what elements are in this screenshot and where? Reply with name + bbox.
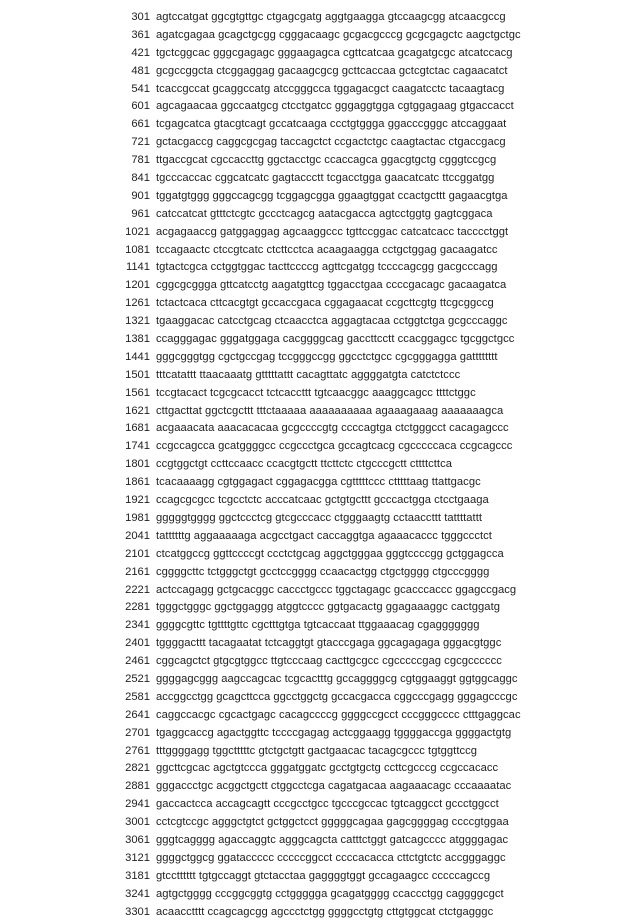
sequence-bases: catccatcat gtttctcgtc gccctcagcg aatacgacca agtcctggtg gagtcggaca [156,206,493,224]
sequence-bases: caggccacgc cgcactgagc cacagccccg ggggccgcct cccgggcccc ctttgaggcac [156,707,521,725]
sequence-row [0,420,640,438]
sequence-row [0,832,640,850]
sequence-position: 2581 [0,689,156,707]
sequence-row [0,188,640,206]
sequence-row [0,9,640,27]
sequence-bases: tgaggcaccg agactggttc tccccgagag actcggaagg tggggaccga ggggactgtg [156,725,511,743]
sequence-row [0,707,640,725]
sequence-row [0,277,640,295]
sequence-row [0,725,640,743]
sequence-row [0,242,640,260]
sequence-position: 481 [0,63,156,81]
sequence-position: 2221 [0,582,156,600]
sequence-position: 1021 [0,224,156,242]
sequence-bases: acgagaaccg gatggaggag agcaaggccc tgttccggac catcatcacc tacccctggt [156,224,508,242]
sequence-row [0,528,640,546]
sequence-row [0,403,640,421]
sequence-row [0,564,640,582]
sequence-bases: cggcagctct gtgcgtggcc ttgtcccaag cacttgcgcc cgcccccgag cgcgcccccc [156,653,502,671]
sequence-bases: actccagagg gctgcacggc caccctgccc tggctagagc gcacccaccc ggagccgacg [156,582,516,600]
sequence-bases: acgaaacata aaacacacaa gcgccccgtg ccccagtga ctctgggcct cacagagccc [156,420,509,438]
sequence-bases: tttggggagg tggctttttc gtctgctgtt gactgaacac tacagcgccc tgtggttccg [156,743,477,761]
sequence-position: 2401 [0,635,156,653]
sequence-row [0,617,640,635]
sequence-position: 2161 [0,564,156,582]
sequence-bases: acaacctttt ccagcagcgg agccctctgg ggggcctgtg cttgtggcat ctctgagggc [156,904,493,921]
sequence-bases: tgtactcgca cctggtggac tacttccccg agttcgatgg tccccagcgg gacgcccagg [156,259,498,277]
sequence-position: 2761 [0,743,156,761]
sequence-position: 841 [0,170,156,188]
sequence-position: 1501 [0,367,156,385]
sequence-row [0,134,640,152]
sequence-position: 961 [0,206,156,224]
sequence-bases: gcgccggcta ctcggaggag gacaagcgcg gcttcaccaa gctcgtctac cagaacatct [156,63,508,81]
sequence-position: 1741 [0,438,156,456]
sequence-position: 1561 [0,385,156,403]
sequence-bases: ggggctggcg ggataccccc cccccggcct ccccacacca cttctgtctc accgggaggc [156,850,506,868]
sequence-position: 301 [0,9,156,27]
sequence-row [0,385,640,403]
sequence-row [0,886,640,904]
sequence-bases: tctactcaca cttcacgtgt gccaccgaca cggagaacat ccgcttcgtg ttcgcggccg [156,295,494,313]
sequence-row [0,438,640,456]
sequence-position: 3121 [0,850,156,868]
sequence-bases: ccgtggctgt ccttccaacc ccacgtgctt ttcttctc ctgcccgctt cttttcttca [156,456,452,474]
sequence-bases: gggggtgggg ggctccctcg gtcgcccacc ctgggaagtg cctaaccttt tattttattt [156,510,482,528]
sequence-bases: cggggcttc tctgggctgt gcctccgggg ccaacactgg ctgctgggg ctgcccgggg [156,564,489,582]
sequence-bases: ggggcgttc tgttttgttc cgctttgtga tgtcaccaat ttggaaacag cgaggggggg [156,617,480,635]
sequence-row [0,599,640,617]
sequence-position: 2281 [0,599,156,617]
sequence-bases: tgggctgggc ggctggaggg atggtcccc ggtgacactg ggagaaaggc cactggatg [156,599,500,617]
sequence-position: 1921 [0,492,156,510]
sequence-bases: tggggacttt tacagaatat tctcaggtgt gtacccgaga ggcagagaga gggacgtggc [156,635,501,653]
sequence-bases: tttcatattt ttaacaaatg gtttttattt cacagttatc aggggatgta catctctccc [156,367,460,385]
sequence-bases: agtgctgggg cccggcggtg cctggggga gcagatgggg ccaccctgg caggggcgct [156,886,504,904]
sequence-row [0,170,640,188]
sequence-position: 1801 [0,456,156,474]
sequence-bases: tcaccgccat gcaggccatg atccgggcca tggagacgct caagatcctc tacaagtacg [156,81,504,99]
sequence-bases: gggaccctgc acggctgctt ctggcctcga cagatgacaa aagaaacagc cccaaaatac [156,778,511,796]
sequence-row [0,152,640,170]
sequence-bases: gaccactcca accagcagtt cccgcctgcc tgcccgccac tgtcaggcct gccctggcct [156,796,499,814]
sequence-position: 361 [0,27,156,45]
sequence-bases: cggcgcggga gttcatcctg aagatgttcg tggacctgaa ccccgacagc gacaagatca [156,277,506,295]
sequence-position: 1861 [0,474,156,492]
sequence-bases: gggtcagggg agaccaggtc agggcagcta catttctggt gatcagcccc atggggagac [156,832,508,850]
sequence-row [0,331,640,349]
sequence-row [0,671,640,689]
sequence-position: 1141 [0,259,156,277]
sequence-row [0,868,640,886]
sequence-position: 721 [0,134,156,152]
sequence-page [0,0,640,640]
sequence-position: 2821 [0,760,156,778]
sequence-listing [0,9,640,921]
sequence-bases: cctcgtccgc agggctgtct gctggctcct gggggcagaa gagcggggag ccccgtggaa [156,814,509,832]
sequence-row [0,760,640,778]
sequence-position: 1081 [0,242,156,260]
sequence-row [0,224,640,242]
sequence-position: 3061 [0,832,156,850]
sequence-position: 3241 [0,886,156,904]
sequence-position: 1261 [0,295,156,313]
sequence-bases: ctcatggccg ggttccccgt ccctctgcag aggctgggaa gggtccccgg gctggagcca [156,546,504,564]
sequence-row [0,63,640,81]
sequence-position: 2941 [0,796,156,814]
sequence-row [0,313,640,331]
sequence-bases: accggcctgg gcagcttcca ggcctggctg gccacgacca cggcccgagg gggagcccgc [156,689,517,707]
sequence-bases: agcagaacaa ggccaatgcg ctcctgatcc gggaggtgga cgtggagaag gtgaccacct [156,98,514,116]
sequence-bases: tccagaactc ctccgtcatc ctcttcctca acaagaagga cctgctggag gacaagatcc [156,242,498,260]
sequence-row [0,295,640,313]
sequence-row [0,582,640,600]
sequence-position: 2701 [0,725,156,743]
sequence-position: 781 [0,152,156,170]
sequence-row [0,653,640,671]
sequence-position: 421 [0,45,156,63]
sequence-row [0,98,640,116]
sequence-bases: agtccatgat ggcgtgttgc ctgagcgatg aggtgaagga gtccaagcgg atcaacgccg [156,9,506,27]
sequence-position: 2101 [0,546,156,564]
sequence-row [0,778,640,796]
sequence-row [0,206,640,224]
sequence-bases: ccagcgcgcc tcgcctctc acccatcaac gctgtgcttt gcccactgga ctcctgaaga [156,492,489,510]
sequence-position: 1981 [0,510,156,528]
sequence-bases: tggatgtggg gggccagcgg tcggagcgga ggaagtggat ccactgcttt gagaacgtga [156,188,508,206]
sequence-position: 901 [0,188,156,206]
sequence-row [0,474,640,492]
sequence-position: 2521 [0,671,156,689]
sequence-row [0,367,640,385]
sequence-row [0,796,640,814]
sequence-bases: tgcccaccac cggcatcatc gagtaccctt tcgacctgga gaacatcatc ttccggatgg [156,170,494,188]
sequence-position: 3301 [0,904,156,921]
sequence-position: 2041 [0,528,156,546]
sequence-position: 2881 [0,778,156,796]
sequence-position: 1621 [0,403,156,421]
sequence-bases: cttgacttat ggctcgcttt tttctaaaaa aaaaaaaaaa agaaagaaag aaaaaaagca [156,403,503,421]
sequence-row [0,456,640,474]
sequence-row [0,45,640,63]
sequence-row [0,27,640,45]
sequence-row [0,510,640,528]
sequence-position: 3001 [0,814,156,832]
sequence-row [0,904,640,921]
sequence-bases: tgaaggacac catcctgcag ctcaacctca aggagtacaa cctggtctga gcgcccaggc [156,313,508,331]
sequence-row [0,492,640,510]
sequence-row [0,116,640,134]
sequence-bases: tcgagcatca gtacgtcagt gccatcaaga ccctgtggga ggacccgggc atccaggaat [156,116,506,134]
sequence-bases: tccgtacact tcgcgcacct tctcaccttt tgtcaacggc aaaggcagcc ttttctggc [156,385,476,403]
sequence-bases: tattttttg aggaaaaaga acgcctgact caccaggtga agaaacaccc tgggccctct [156,528,492,546]
sequence-row [0,850,640,868]
sequence-position: 1441 [0,349,156,367]
sequence-row [0,635,640,653]
sequence-bases: ggcttcgcac agctgtccca gggatggatc gcctgtgctg ccttcgcccg ccgccacacc [156,760,498,778]
sequence-position: 541 [0,81,156,99]
sequence-position: 661 [0,116,156,134]
sequence-bases: ggggagcggg aagccagcac tcgcactttg gccaggggcg cgtggaaggt ggtggcaggc [156,671,518,689]
sequence-bases: ttgaccgcat cgccaccttg ggctacctgc ccaccagca ggacgtgctg cgggtccgcg [156,152,496,170]
sequence-bases: ccgccagcca gcatggggcc ccgccctgca gccagtcacg cgcccccaca ccgcagccc [156,438,512,456]
sequence-position: 1381 [0,331,156,349]
sequence-position: 1681 [0,420,156,438]
sequence-bases: gggcgggtgg cgctgccgag tccgggccgg ggcctctgcc cgcgggagga gatttttttt [156,349,498,367]
sequence-position: 2461 [0,653,156,671]
sequence-row [0,259,640,277]
sequence-position: 1321 [0,313,156,331]
sequence-bases: tgctcggcac gggcgagagc gggaagagca cgttcatcaa gcagatgcgc atcatccacg [156,45,513,63]
sequence-bases: gtcctttttt tgtgccaggt gtctacctaa gaggggtggt gccagaagcc cccccagccg [156,868,490,886]
sequence-row [0,546,640,564]
sequence-row [0,81,640,99]
sequence-row [0,349,640,367]
sequence-row [0,814,640,832]
sequence-bases: ccagggagac gggatggaga cacggggcag gaccttcctt ccacggagcc tgcggctgcc [156,331,514,349]
sequence-position: 2641 [0,707,156,725]
sequence-bases: gctacgaccg caggcgcgag taccagctct ccgactctgc caagtactac ctgaccgacg [156,134,506,152]
sequence-bases: agatcgagaa gcagctgcgg cgggacaagc gcgacgcccg gcgcgagctc aagctgctgc [156,27,521,45]
sequence-bases: tcacaaaagg cgtggagact cggagacgga cgtttttccc ctttttaag ttattgacgc [156,474,481,492]
sequence-position: 1201 [0,277,156,295]
sequence-position: 2341 [0,617,156,635]
sequence-row [0,689,640,707]
sequence-position: 601 [0,98,156,116]
sequence-position: 3181 [0,868,156,886]
sequence-row [0,743,640,761]
